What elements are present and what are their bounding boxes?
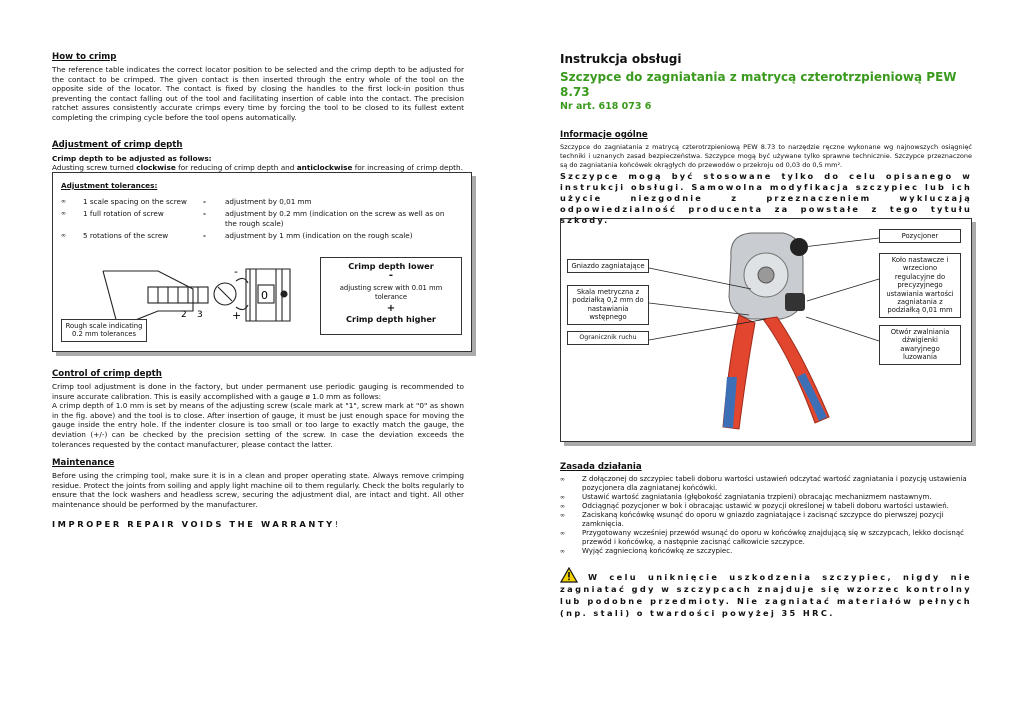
- page-title: Instrukcja obsługi: [560, 52, 682, 66]
- principle-heading: Zasada działania: [560, 462, 642, 472]
- list-item: ∞ Odciągnąć pozycjoner w bok i obracając ustawić w pozycji określonej w tabeli doboru wartości ustawień.: [560, 502, 949, 510]
- label-otwor: Otwór zwalniania dźwigienki awaryjnego luzowania: [879, 325, 961, 365]
- tolerance-heading: Adjustment tolerances:: [61, 181, 158, 190]
- right-column: [560, 52, 972, 226]
- principle-section: [560, 462, 972, 556]
- tool-figure: [560, 218, 972, 442]
- crimp-lower: Crimp depth lower: [348, 261, 434, 271]
- how-to-crimp-heading: How to crimp: [52, 52, 117, 62]
- dial-plus: +: [232, 309, 242, 322]
- warning-icon: [560, 567, 578, 583]
- crimp-higher: Crimp depth higher: [346, 314, 436, 325]
- list-item: ∞ Wyjąć zagniecioną końcówkę ze szczypiec.: [560, 547, 733, 555]
- dial-minus: -: [234, 265, 238, 278]
- article-number: Nr art. 618 073 6: [560, 101, 652, 112]
- adjustment-subheading: Crimp depth to be adjusted as follows:: [52, 153, 212, 163]
- adjustment-text: Adusting screw turned clockwise for reducing of crimp depth and anticlockwise for increasing of crimp depth.: [52, 162, 463, 172]
- tolerance-row: ∞ 5 rotations of the screw - adjustment by 1 mm (indication on the rough scale): [61, 231, 413, 241]
- plus-sign: +: [386, 303, 396, 315]
- callout-lines: [561, 219, 973, 443]
- scale-number: 3: [197, 310, 203, 320]
- adjustment-heading: Adjustment of crimp depth: [52, 139, 183, 150]
- tolerance-row: ∞ 1 scale spacing on the screw - adjustment by 0,01 mm: [61, 197, 312, 206]
- scale-number: 2: [181, 310, 187, 320]
- list-item: ∞ Z dołączonej do szczypiec tabeli doboru wartości ustawień odczytać wartość zagniatania i pozycję ustawienia pozycjonera dla zagniatanej końcówki.: [560, 475, 967, 492]
- how-to-crimp-text: The reference table indicates the correct locator position to be selected and the crimp depth to be adjusted for the contact to be crimped. The given contact is then inserted through the entry whole of the tool on the opposite side of the locator. The contact is fixed by closing the handles to the first lock-in position thus preventing the contact falling out of the tool and facilitating insertion of cable into the contact. The precision ratchet assures consistently accurate crimps every time by forcing the tool to be closed to its fullest extent completing the crimping cycle before the tool opens automatically.: [52, 65, 464, 122]
- label-kolo: Koło nastawcze i wrzeciono regulacyjne do precyzyjnego ustawiania wartości zagniatania z podziałką 0,01 mm: [879, 253, 961, 318]
- control-heading: Control of crimp depth: [52, 369, 162, 379]
- warning-section: [560, 567, 972, 619]
- list-item: ∞ Zaciskaną końcówkę wsunąć do oporu w gniazdo zagniatające i zacisnąć szczypce do pierwszej pozycji zamknięcia.: [560, 511, 944, 528]
- label-pozycjoner: Pozycjoner: [879, 229, 961, 243]
- adjust-text: adjusting screw with 0.01 mm tolerance: [339, 284, 443, 301]
- label-ogranicznik: Ogranicznik ruchu: [567, 331, 649, 345]
- product-title: Szczypce do zagniatania z matrycą czterotrzpieniową PEW 8.73: [560, 70, 957, 99]
- general-text: Szczypce do zagniatania z matrycą czterotrzpieniową PEW 8.73 to narzędzie ręczne wykonane wg najnowszych osiągnięć techniki i uznanych zasad bezpieczeństwa. Szczypce mogą być używane tylko sprawne technicznie. Szczypce przeznaczone są do zagniatania końcówek okrągłych do przewodów o przekroju od 0,03 do 0,5 mm².: [560, 143, 972, 169]
- list-item: ∞ Ustawić wartość zagniatania (głębokość zagniatania trzpieni) obracając mechanizmem nastawnym.: [560, 493, 932, 501]
- dial-zero: 0: [261, 289, 268, 302]
- control-text: Crimp tool adjustment is done in the factory, but under permanent use periodic gauging is recommended to insure accurate calibration. This is easily accomplished with a gauge ø 1.0 mm as follows: A crimp depth of 1.0 mm is set by means of the adjusting screw (scale mark at "1", screw mark at "0" as shown in the fig. above) and the tool is to close. After insertion of gauge, it must be just enough space for moving the gauge inside the entry hole. If the indenter closure is too small or too large to exactly match the gauge, the deviation (+/-) can be checked by the precision setting of the screw. In case the deviation exceeds the tolerances requested by the contact manufacturer, please contact the latter.: [52, 382, 464, 449]
- left-column-lower: [52, 369, 464, 531]
- tolerance-box: [52, 172, 472, 352]
- tolerance-list: [61, 197, 461, 241]
- warranty-line: IMPROPER REPAIR VOIDS THE WARRANTY!: [52, 518, 339, 529]
- minus-sign: -: [388, 270, 394, 281]
- label-gniazdo: Gniazdo zagniatające: [567, 259, 649, 273]
- list-item: ∞ Przygotowany wcześniej przewód wsunąć do oporu w końcówkę znajdującą się w szczypcach, lekko docisnąć przewód i końcówkę, a następnie zacisnąć całkowicie szczypce.: [560, 529, 964, 546]
- label-skala: Skala metryczna z podziałką 0,2 mm do nastawiania wstępnego: [567, 285, 649, 325]
- rough-scale-label: Rough scale indicating 0.2 mm tolerances: [61, 319, 147, 342]
- maintenance-heading: Maintenance: [52, 458, 115, 469]
- general-heading: Informacje ogólne: [560, 130, 648, 140]
- principle-list: [560, 475, 972, 556]
- crimp-depth-box: [320, 257, 462, 335]
- warning-text: W celu uniknięcie uszkodzenia szczypiec, nigdy nie zagniatać gdy w szczypcach znajduje się wzorzec kontrolny lub podobne przedmioty. Nie zagniatać materiałów pełnych (np. stali) o twardości powyżej 35 HRC.: [560, 572, 972, 618]
- maintenance-text: Before using the crimping tool, make sure it is in a clean and proper operating state. Always remove crimping residue. Protect the joints from soiling and apply light machine oil to them regularly. Check the bolts regularly to ensure that the lock washers and headless screw, securing the adjustment dial, are intact and tight. All other maintenance should be performed by the manufacturer.: [52, 471, 464, 509]
- tolerance-row: ∞ 1 full rotation of screw - adjustment by 0.2 mm (indication on the screw as well as on the rough scale): [61, 209, 445, 228]
- left-column: [52, 52, 464, 172]
- general-bold-text: Szczypce mogą być stosowane tylko do celu opisanego w instrukcji obsługi. Samowolna modyfikacja szczypiec lub ich użycie niezgodnie z przeznaczeniem wykluczają odpowiedzialność producenta za powstałe z tego tytułu szkody.: [560, 171, 972, 226]
